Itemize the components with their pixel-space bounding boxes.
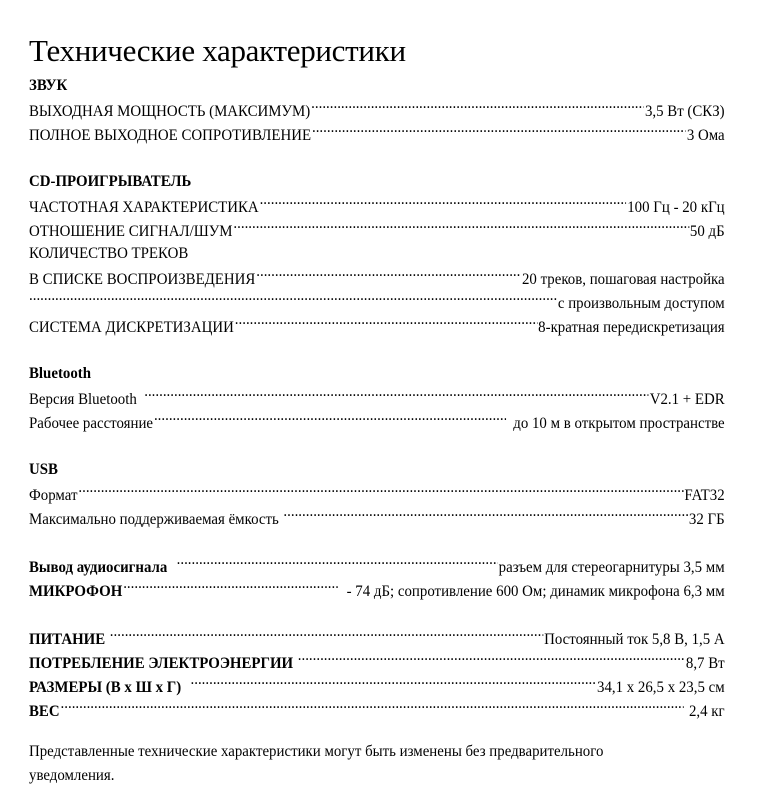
spec-label: КОЛИЧЕСТВО ТРЕКОВ	[29, 245, 189, 262]
spec-row	[29, 122, 725, 146]
spec-row	[29, 290, 725, 314]
spec-row	[29, 554, 725, 578]
spec-label: ВЫХОДНАЯ МОЩНОСТЬ (МАКСИМУМ)	[29, 103, 311, 120]
spec-value: 50 дБ	[689, 223, 725, 240]
spec-label: РАЗМЕРЫ (В x Ш x Г)	[29, 679, 182, 696]
spec-label: СИСТЕМА ДИСКРЕТИЗАЦИИ	[29, 319, 234, 336]
spec-row	[29, 242, 725, 266]
spec-label: Вывод аудиосигнала	[29, 559, 168, 576]
spec-value: 3 Ома	[686, 127, 725, 144]
section-heading-bluetooth: Bluetooth	[29, 365, 92, 382]
dot-leader	[123, 578, 337, 596]
dot-leader	[78, 482, 683, 500]
spec-label: Формат	[29, 487, 78, 504]
section-heading-usb: USB	[29, 461, 58, 478]
dot-leader	[256, 266, 521, 284]
spec-value: до 10 м в открытом пространстве	[513, 415, 725, 432]
spec-label: ПОТРЕБЛЕНИЕ ЭЛЕКТРОЭНЕРГИИ	[29, 655, 294, 672]
spec-row	[29, 506, 725, 530]
dot-leader	[235, 314, 537, 332]
dot-leader	[110, 626, 543, 644]
spec-label: ЧАСТОТНАЯ ХАРАКТЕРИСТИКА	[29, 199, 259, 216]
spec-label: Рабочее расстояние	[29, 415, 154, 432]
spec-row	[29, 674, 725, 698]
section-heading-sound: ЗВУК	[29, 77, 68, 94]
dot-leader	[144, 386, 649, 404]
dot-leader	[311, 98, 644, 116]
spec-value: 34,1 x 26,5 x 23,5 см	[597, 679, 725, 696]
spec-row	[29, 578, 725, 602]
spec-value: V2.1 + EDR	[649, 391, 725, 408]
dot-leader	[154, 410, 506, 428]
spec-value: - 74 дБ; сопротивление 600 Ом; динамик микрофона 6,3 мм	[346, 583, 725, 600]
spec-value: 20 треков, пошаговая настройка	[521, 271, 725, 288]
spec-label: ПОЛНОЕ ВЫХОДНОЕ СОПРОТИВЛЕНИЕ	[29, 127, 312, 144]
spec-row	[29, 218, 725, 242]
spec-value: 3,5 Вт (СКЗ)	[644, 103, 725, 120]
dot-leader	[312, 122, 686, 140]
section-heading-cd: CD-ПРОИГРЫВАТЕЛЬ	[29, 173, 192, 190]
dot-leader	[177, 554, 498, 572]
page-title: Технические характеристики	[29, 33, 406, 68]
spec-row	[29, 314, 725, 338]
spec-label: ПИТАНИЕ	[29, 631, 106, 648]
spec-row	[29, 194, 725, 218]
spec-value: разъем для стереогарнитуры 3,5 мм	[498, 559, 725, 576]
dot-leader	[29, 290, 557, 308]
spec-row	[29, 98, 725, 122]
spec-value: 100 Гц - 20 кГц	[627, 199, 725, 216]
spec-label: Версия Bluetooth	[29, 391, 137, 408]
spec-label: ОТНОШЕНИЕ СИГНАЛ/ШУМ	[29, 223, 233, 240]
spec-label: В СПИСКЕ ВОСПРОИЗВЕДЕНИЯ	[29, 271, 256, 288]
spec-value: FAT32	[684, 487, 725, 504]
dot-leader	[191, 674, 597, 692]
spec-value: с произвольным доступом	[557, 295, 725, 312]
disclaimer-note: Представленные технические характеристики могут быть изменены без предварительного уведомления.	[29, 743, 604, 784]
spec-value: 8-кратная передискретизация	[538, 319, 725, 336]
spec-row	[29, 410, 725, 434]
spec-row	[29, 698, 725, 722]
spec-value: 2,4 кг	[688, 703, 725, 720]
spec-row	[29, 650, 725, 674]
dot-leader	[298, 650, 685, 668]
dot-leader	[233, 218, 689, 236]
dot-leader	[260, 194, 627, 212]
spec-row	[29, 386, 725, 410]
spec-value: 32 ГБ	[688, 511, 725, 528]
spec-row	[29, 482, 725, 506]
dot-leader	[283, 506, 688, 524]
dot-leader	[61, 698, 684, 716]
spec-row	[29, 266, 725, 290]
spec-value: 8,7 Вт	[685, 655, 725, 672]
spec-label: Максимально поддерживаемая ёмкость	[29, 511, 279, 528]
spec-row	[29, 626, 725, 650]
spec-label: ВЕС	[29, 703, 60, 720]
spec-label: МИКРОФОН	[29, 583, 123, 600]
spec-value: Постоянный ток 5,8 В, 1,5 А	[544, 631, 725, 648]
